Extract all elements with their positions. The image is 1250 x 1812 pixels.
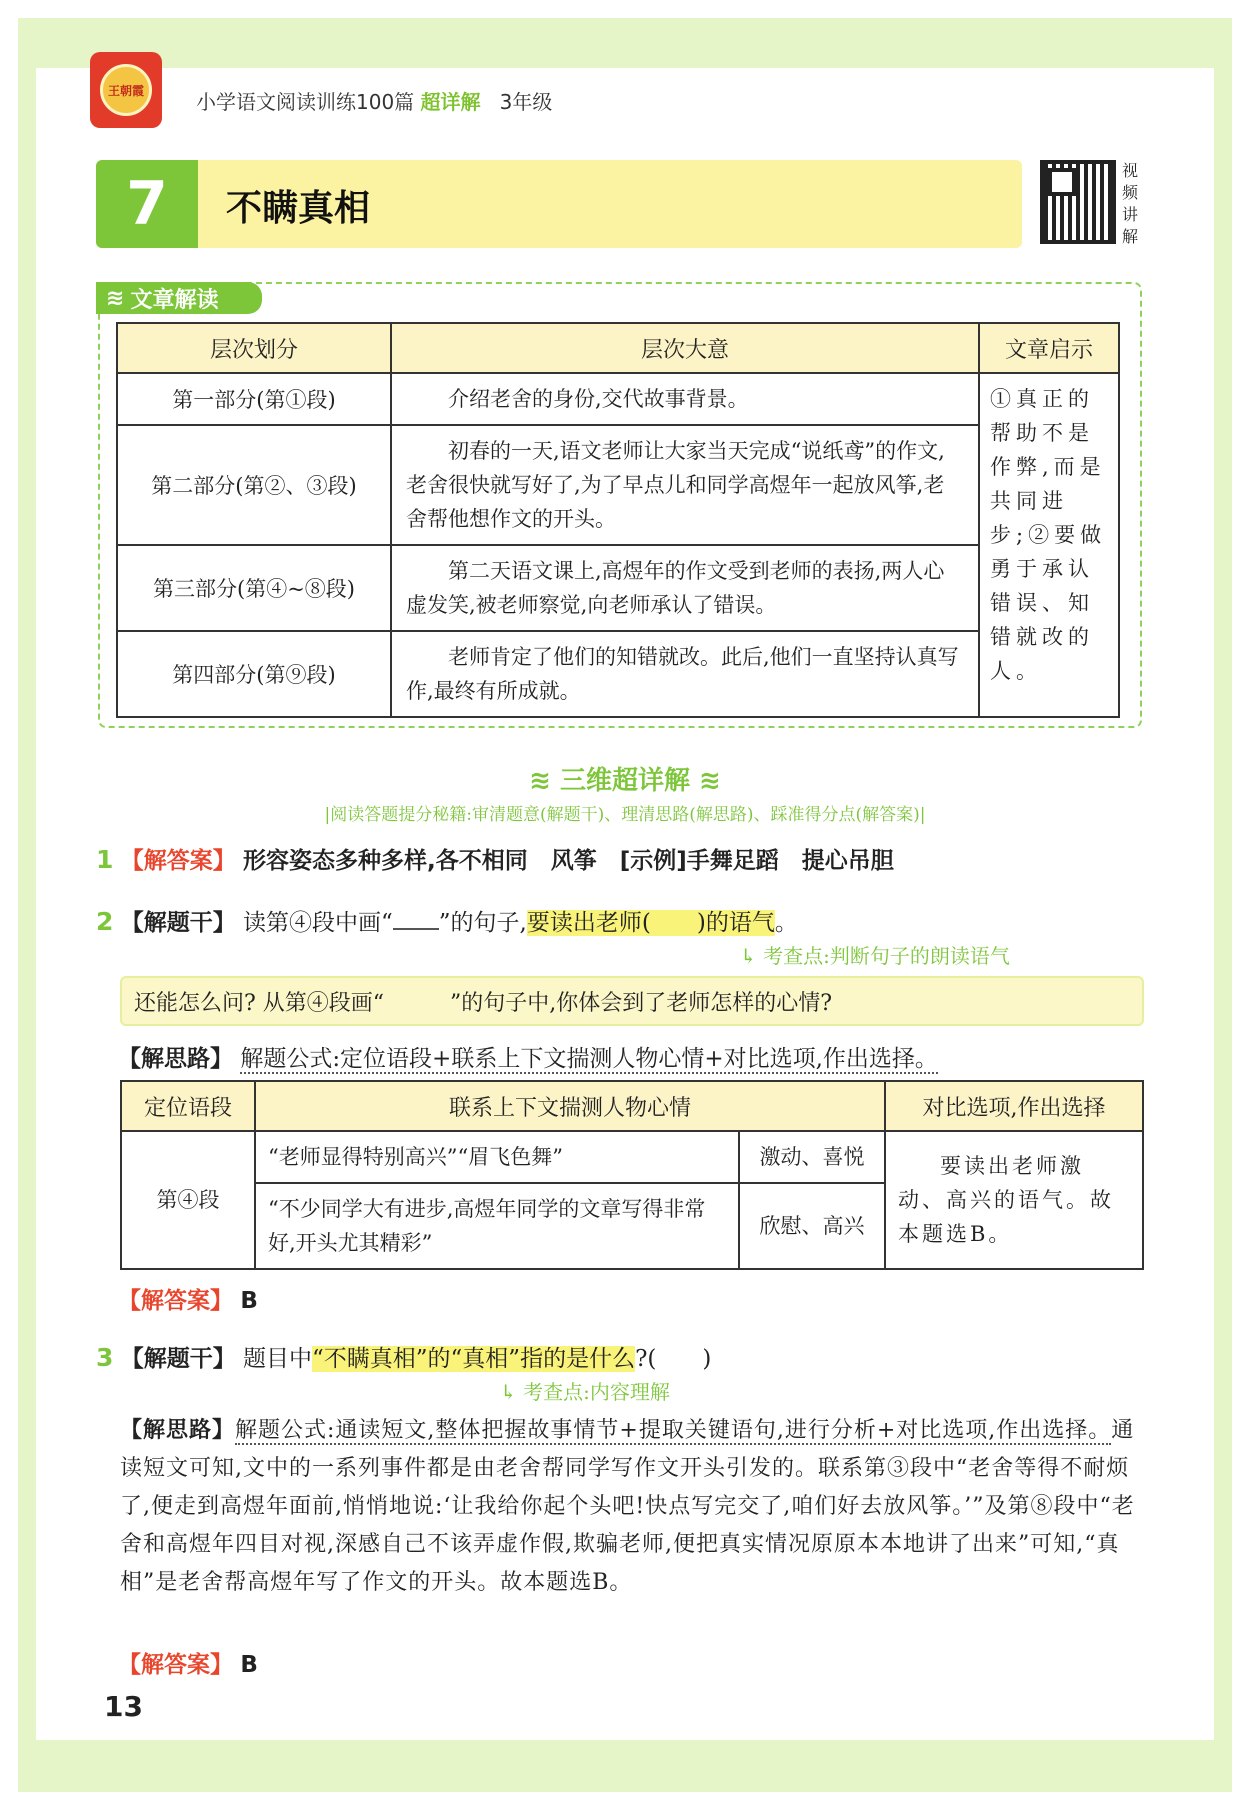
exam-point-text: 考查点:内容理解 — [523, 1380, 670, 1404]
lesson-number: 7 — [96, 160, 198, 248]
stem-text: ?( ) — [635, 1346, 712, 1372]
question-3-stem — [96, 1340, 711, 1373]
stem-text: ”的句子, — [438, 910, 527, 936]
stem-tag: 【解题干】 — [120, 910, 236, 936]
stem-text: 。 — [774, 910, 798, 936]
question-number: 1 — [96, 845, 114, 874]
book-grade: 3年级 — [499, 90, 553, 114]
logo-text: 王朝霞 — [107, 83, 144, 98]
mood-cell: 欣慰、高兴 — [739, 1183, 885, 1269]
stem-text: 读第④段中画“ — [243, 910, 393, 936]
answer-tag: 【解答案】 — [120, 848, 236, 874]
part-cell: 第一部分(第①段) — [117, 373, 391, 425]
meaning-cell: 老师肯定了他们的知错就改。此后,他们一直坚持认真写作,最终有所成就。 — [391, 631, 979, 717]
page-border-left — [18, 18, 36, 1792]
exam-point: ↳ 考查点:判断句子的朗读语气 — [740, 944, 1010, 968]
book-title — [196, 86, 552, 115]
qr-code-icon[interactable] — [1040, 160, 1116, 244]
article-analysis-tag — [96, 282, 262, 314]
stem-tag: 【解题干】 — [120, 1346, 236, 1372]
stem-highlight: “不瞒真相”的“真相”指的是什么 — [312, 1346, 636, 1372]
meaning-cell: 初春的一天,语文老师让大家当天完成“说纸鸢”的作文,老舍很快就写好了,为了早点儿和同学高煜年一起放风筝,老舍帮他想作文的开头。 — [391, 425, 979, 545]
question-2-think — [118, 1040, 938, 1073]
answer-tag: 【解答案】 — [118, 1288, 233, 1314]
waves-icon: ≋ — [106, 285, 125, 311]
page-border-bottom — [18, 1740, 1232, 1792]
question-number: 3 — [96, 1343, 114, 1372]
stem-highlight: 要读出老师( )的语气 — [526, 910, 775, 936]
alt-question-box: 还能怎么问? 从第④段画“ ”的句子中,你体会到了老师怎样的心情? — [120, 976, 1144, 1026]
question-2-answer — [118, 1282, 258, 1315]
answer-text: B — [240, 1652, 258, 1678]
lesson-cell: ①真正的帮助不是作弊,而是共同进步;②要做勇于承认错误、知错就改的人。 — [979, 373, 1119, 717]
page-border-top — [18, 18, 1232, 68]
lesson-title: 不瞒真相 — [226, 188, 371, 229]
page-number: 13 — [104, 1690, 143, 1723]
book-title-highlight: 超详解 — [420, 90, 481, 114]
think-body: 通读短文可知,文中的一系列事件都是由老舍帮同学写作文开头引发的。联系第③段中“老舍等得不耐烦了,便走到高煜年面前,悄悄地说:‘让我给你起个头吧!快点写完交了,咱们好去放风筝。’”及第⑧段中“老舍和高煜年四目对视,深感自己不该弄虚作假,欺骗老师,便把真实情况原原本本地讲了出来”可知,“真相”是老舍帮高煜年写了作文的开头。故本题选B。 — [120, 1418, 1135, 1595]
meaning-cell: 第二天语文课上,高煜年的作文受到老师的表扬,两人心虚发笑,被老师察觉,向老师承认了错误。 — [391, 545, 979, 631]
qr-label: 视频讲解 — [1122, 161, 1139, 246]
think-tag: 【解思路】 — [118, 1046, 233, 1072]
question-number: 2 — [96, 907, 114, 936]
answer-text: 形容姿态多种多样,各不相同 风筝 [示例]手舞足蹈 提心吊胆 — [243, 848, 894, 874]
exam-point: ↳ 考查点:内容理解 — [500, 1380, 670, 1404]
publisher-logo — [90, 52, 162, 128]
think-tag: 【解思路】 — [120, 1418, 236, 1443]
question-3-think — [120, 1412, 1144, 1602]
locate-cell: 第④段 — [121, 1131, 255, 1269]
stem-text: 题目中 — [243, 1346, 313, 1372]
question-2-stem — [96, 904, 798, 937]
book-title-text: 小学语文阅读训练100篇 — [196, 90, 415, 114]
meaning-cell: 介绍老舍的身份,交代故事背景。 — [391, 373, 979, 425]
logo-seal-icon — [100, 64, 152, 116]
question-1 — [96, 842, 894, 875]
analysis-table — [120, 1080, 1144, 1270]
part-cell: 第四部分(第⑨段) — [117, 631, 391, 717]
think-formula: 解题公式:通读短文,整体把握故事情节+提取关键语句,进行分析+对比选项,作出选择。 — [235, 1418, 1112, 1443]
quote-cell: “不少同学大有进步,高煜年同学的文章写得非常好,开头尤其精彩” — [255, 1183, 739, 1269]
part-cell: 第二部分(第②、③段) — [117, 425, 391, 545]
col-header-locate: 定位语段 — [121, 1081, 255, 1131]
col-header-infer: 联系上下文揣测人物心情 — [255, 1081, 885, 1131]
exam-point-text: 考查点:判断句子的朗读语气 — [763, 944, 1010, 968]
article-analysis-tag-text: 文章解读 — [130, 287, 219, 313]
quote-cell: “老师显得特别高兴”“眉飞色舞” — [255, 1131, 739, 1183]
part-cell: 第三部分(第④~⑧段) — [117, 545, 391, 631]
col-header-choose: 对比选项,作出选择 — [885, 1081, 1143, 1131]
col-header-meaning: 层次大意 — [391, 323, 979, 373]
answer-tag: 【解答案】 — [118, 1652, 233, 1678]
detail-section-desc: |阅读答题提分秘籍:审清题意(解题干)、理清思路(解思路)、踩准得分点(解答案)| — [324, 805, 926, 825]
mood-cell: 激动、喜悦 — [739, 1131, 885, 1183]
choice-cell: 要读出老师激动、高兴的语气。故本题选B。 — [885, 1131, 1143, 1269]
structure-table — [116, 322, 1120, 718]
think-text: 解题公式:定位语段+联系上下文揣测人物心情+对比选项,作出选择。 — [240, 1046, 938, 1072]
col-header-lesson: 文章启示 — [979, 323, 1119, 373]
page-border-right — [1214, 18, 1232, 1792]
question-3-answer — [118, 1646, 258, 1679]
detail-section-title-text: 三维超详解 — [559, 766, 690, 796]
col-header-part: 层次划分 — [117, 323, 391, 373]
answer-text: B — [240, 1288, 258, 1314]
detail-section-title: ≋ 三维超详解 ≋ — [529, 766, 721, 796]
